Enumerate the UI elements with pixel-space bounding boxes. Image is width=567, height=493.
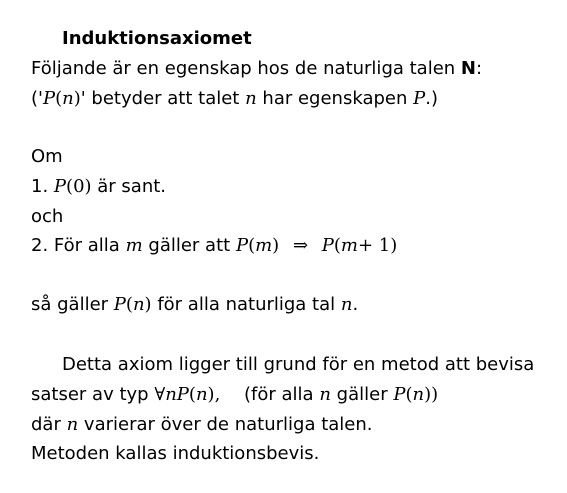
- och-text: och: [31, 206, 64, 227]
- intro-line-2: [31, 88, 438, 110]
- paren-open: (: [333, 235, 341, 256]
- om-line: [31, 146, 63, 168]
- conclusion-text: så gäller: [31, 294, 109, 315]
- paren-open: (: [55, 88, 63, 109]
- math-P: P: [235, 235, 249, 256]
- math-n: n: [132, 294, 145, 315]
- colon: :: [476, 58, 483, 79]
- method-text-3: där: [31, 414, 61, 435]
- conclusion-text-2: för alla naturliga tal: [157, 294, 336, 315]
- math-P: P: [42, 88, 56, 109]
- math-P-2: P: [413, 88, 426, 109]
- plus-one: + 1: [358, 235, 391, 256]
- method-text-4: varierar över de naturliga talen.: [83, 414, 373, 435]
- math-n: n: [62, 88, 74, 109]
- method-text-2: satser av typ: [31, 384, 149, 405]
- condition-2-text-2: gäller att: [148, 235, 231, 256]
- implies-icon: ⇒: [292, 235, 309, 256]
- condition-2: [31, 235, 397, 257]
- method-line-4: [31, 443, 319, 465]
- math-P-2: P: [393, 384, 406, 405]
- conclusion: [31, 294, 358, 316]
- paren-open: (: [188, 384, 196, 405]
- math-n: n: [66, 414, 79, 435]
- och-line: [31, 206, 63, 228]
- condition-1-text: är sant.: [97, 176, 167, 197]
- aside-text-1: (för alla: [244, 384, 314, 405]
- math-n-4: n: [412, 384, 425, 405]
- intro-text-3: har egenskapen: [262, 88, 408, 109]
- math-n-3: n: [319, 384, 331, 405]
- math-n-2: n: [245, 88, 257, 109]
- method-text-1: Detta axiom ligger till grund för en metod att bevisa: [62, 354, 535, 375]
- paren-open: (: [125, 294, 133, 315]
- math-m: m: [340, 235, 358, 256]
- method-line-1: [62, 354, 534, 376]
- paren-close: ): [272, 235, 280, 256]
- math-P: P: [321, 235, 334, 256]
- open-quote: (': [31, 88, 43, 109]
- paren-open: (: [405, 384, 413, 405]
- method-line-3: [31, 414, 373, 436]
- aside-text-2: gäller: [336, 384, 388, 405]
- intro-text: Följande är en egenskap hos de naturliga talen: [31, 58, 456, 79]
- heading-text: Induktionsaxiomet: [62, 28, 252, 49]
- math-m: m: [255, 235, 273, 256]
- condition-2-text: För alla: [53, 235, 120, 256]
- math-n: n: [165, 384, 177, 405]
- math-P: P: [53, 176, 67, 197]
- close-paren: .): [425, 88, 438, 109]
- paren-close-comma: ),: [207, 384, 221, 405]
- double-paren-close: )): [424, 384, 439, 405]
- intro-line-1: [31, 58, 482, 80]
- period: .: [352, 294, 359, 315]
- math-P: P: [113, 294, 126, 315]
- intro-text-2: ' betyder att talet: [80, 88, 240, 109]
- paren-close: ): [73, 88, 81, 109]
- method-line-2: [31, 384, 438, 406]
- heading: [62, 28, 252, 50]
- forall-icon: ∀: [154, 384, 166, 405]
- om-text: Om: [31, 146, 63, 167]
- naturals-symbol: N: [460, 58, 476, 79]
- math-n-2: n: [340, 294, 353, 315]
- method-text-5: Metoden kallas induktionsbevis.: [31, 443, 320, 464]
- condition-1: [31, 176, 166, 198]
- math-n-2: n: [195, 384, 208, 405]
- paren-close: ): [390, 235, 398, 256]
- math-arg-zero: (0): [66, 176, 92, 197]
- math-P: P: [176, 384, 189, 405]
- paren-open: (: [248, 235, 256, 256]
- math-m: m: [125, 235, 143, 256]
- condition-2-num: 2.: [31, 235, 49, 256]
- condition-1-num: 1.: [31, 176, 49, 197]
- paren-close: ): [144, 294, 152, 315]
